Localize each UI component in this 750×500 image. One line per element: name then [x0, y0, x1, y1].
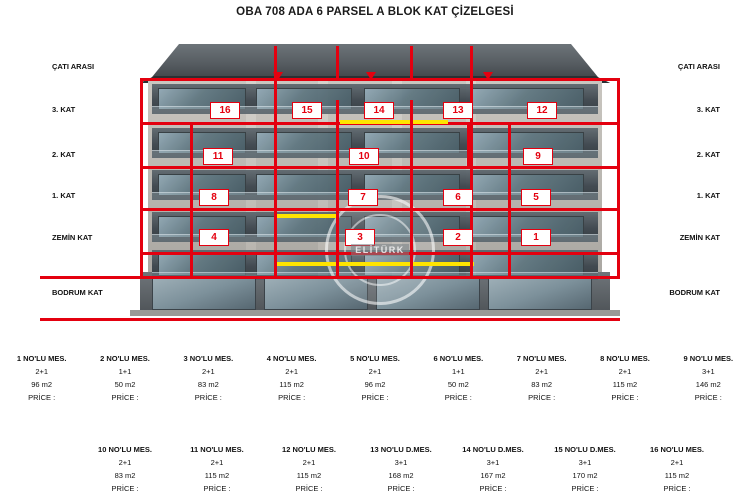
legend-unit-type: 3+1 — [701, 367, 715, 376]
legend-cell[interactable] — [250, 352, 333, 404]
floor-label: ZEMİN KAT — [679, 233, 720, 242]
unit-marker-10[interactable]: 10 — [349, 148, 379, 165]
unit-marker-8[interactable]: 8 — [199, 189, 229, 206]
floor-label: 3. KAT — [696, 105, 720, 114]
legend-cell[interactable] — [631, 443, 723, 495]
unit-marker-9[interactable]: 9 — [523, 148, 553, 165]
legend-unit-area: 170 m2 — [572, 471, 598, 480]
schematic-divider-left — [274, 46, 277, 276]
highlight-strip-mid — [274, 214, 336, 218]
legend-cell[interactable] — [539, 443, 631, 495]
highlight-strip-lower — [274, 262, 474, 266]
legend-unit-area: 50 m2 — [447, 380, 469, 389]
schematic-divider-roof-left — [336, 46, 339, 80]
legend-unit-title: 12 NO'LU MES. — [282, 445, 336, 454]
legend-unit-title: 15 NO'LU D.MES. — [554, 445, 616, 454]
highlight-strip-top — [340, 120, 448, 124]
unit-marker-7[interactable]: 7 — [348, 189, 378, 206]
legend-unit-type: 2+1 — [201, 367, 215, 376]
schematic-divider-far-right — [508, 122, 511, 276]
legend-unit-title: 14 NO'LU D.MES. — [462, 445, 524, 454]
ground-line — [130, 310, 620, 316]
floor-label: 1. KAT — [52, 191, 76, 200]
legend-cell[interactable] — [263, 443, 355, 495]
legend-unit-type: 2+1 — [535, 367, 549, 376]
legend-unit-type: 2+1 — [302, 458, 316, 467]
schematic-line-basement — [40, 276, 620, 279]
legend-unit-area: 146 m2 — [695, 380, 721, 389]
legend-cell[interactable] — [667, 352, 750, 404]
schematic-divider-far-left — [190, 122, 193, 276]
legend-unit-price: PRİCE : — [571, 484, 599, 493]
legend-unit-price: PRİCE : — [194, 393, 222, 402]
schematic-divider-roof-right — [410, 46, 413, 80]
legend-unit-area: 83 m2 — [197, 380, 219, 389]
unit-marker-6[interactable]: 6 — [443, 189, 473, 206]
arrow-down-icon — [483, 72, 493, 80]
watermark-logo — [325, 195, 435, 305]
legend-unit-type: 2+1 — [118, 458, 132, 467]
legend-cell[interactable] — [500, 352, 583, 404]
legend-unit-type: 3+1 — [578, 458, 592, 467]
legend-unit-area: 115 m2 — [664, 471, 690, 480]
legend-unit-price: PRİCE : — [387, 484, 415, 493]
legend-unit-type: 2+1 — [670, 458, 684, 467]
legend-unit-title: 3 NO'LU MES. — [183, 354, 234, 363]
legend-unit-type: 2+1 — [210, 458, 224, 467]
legend-unit-area: 168 m2 — [388, 471, 414, 480]
legend-cell[interactable] — [583, 352, 666, 404]
unit-marker-15[interactable]: 15 — [292, 102, 322, 119]
unit-marker-5[interactable]: 5 — [521, 189, 551, 206]
legend-unit-type: 2+1 — [368, 367, 382, 376]
legend-unit-type: 2+1 — [35, 367, 49, 376]
legend-cell[interactable] — [417, 352, 500, 404]
legend-unit-title: 8 NO'LU MES. — [600, 354, 650, 363]
shopfront — [488, 276, 592, 310]
floor-label: ÇATI ARASI — [677, 62, 720, 71]
legend-cell[interactable] — [83, 352, 166, 404]
watermark-text: ELİTÜRK — [351, 244, 409, 256]
legend-unit-type: 3+1 — [486, 458, 500, 467]
legend-unit-area: 83 m2 — [531, 380, 553, 389]
legend-unit-price: PRİCE : — [528, 393, 556, 402]
unit-marker-11[interactable]: 11 — [203, 148, 233, 165]
legend-unit-area: 115 m2 — [279, 380, 304, 389]
legend-cell[interactable] — [333, 352, 416, 404]
arrow-down-icon — [273, 72, 283, 80]
legend-cell[interactable] — [171, 443, 263, 495]
legend-unit-area: 115 m2 — [204, 471, 230, 480]
schematic-divider-center — [410, 100, 413, 276]
legend-unit-price: PRİCE : — [444, 393, 472, 402]
legend-unit-type: 1+1 — [451, 367, 465, 376]
legend-cell[interactable] — [355, 443, 447, 495]
legend-unit-area: 50 m2 — [114, 380, 136, 389]
schematic-short-divider — [467, 122, 470, 166]
schematic-line-floor2 — [140, 166, 620, 169]
legend-unit-type: 1+1 — [118, 367, 132, 376]
legend-unit-title: 4 NO'LU MES. — [266, 354, 317, 363]
floor-label: 2. KAT — [52, 150, 76, 159]
legend-unit-title: 9 NO'LU MES. — [683, 354, 734, 363]
legend-unit-title: 13 NO'LU D.MES. — [370, 445, 432, 454]
unit-marker-12[interactable]: 12 — [527, 102, 557, 119]
unit-legend-row-2 — [0, 443, 750, 495]
legend-unit-price: PRİCE : — [111, 393, 139, 402]
legend-unit-price: PRİCE : — [28, 393, 56, 402]
legend-unit-type: 2+1 — [618, 367, 632, 376]
legend-unit-area: 167 m2 — [480, 471, 506, 480]
legend-unit-area: 83 m2 — [114, 471, 136, 480]
floor-label: 1. KAT — [696, 191, 720, 200]
legend-cell[interactable] — [79, 443, 171, 495]
legend-unit-area: 115 m2 — [296, 471, 322, 480]
legend-unit-price: PRİCE : — [663, 484, 691, 493]
legend-unit-price: PRİCE : — [111, 484, 139, 493]
legend-cell[interactable] — [167, 352, 250, 404]
floor-label: BODRUM KAT — [52, 288, 103, 297]
legend-unit-title: 7 NO'LU MES. — [516, 354, 567, 363]
legend-unit-price: PRİCE : — [479, 484, 507, 493]
unit-marker-1[interactable]: 1 — [521, 229, 551, 246]
floor-label: BODRUM KAT — [669, 288, 720, 297]
legend-unit-price: PRİCE : — [203, 484, 231, 493]
legend-unit-type: 3+1 — [394, 458, 408, 467]
floor-label: ÇATI ARASI — [52, 62, 95, 71]
arrow-down-icon — [366, 72, 376, 80]
unit-legend-row-1 — [0, 352, 750, 404]
legend-unit-title: 1 NO'LU MES. — [16, 354, 67, 363]
legend-cell[interactable] — [0, 352, 83, 404]
legend-unit-title: 2 NO'LU MES. — [100, 354, 150, 363]
schematic-edge-left — [140, 78, 143, 276]
legend-unit-price: PRİCE : — [295, 484, 323, 493]
unit-marker-14[interactable]: 14 — [364, 102, 394, 119]
schematic-divider-center-left — [336, 100, 339, 276]
unit-marker-13[interactable]: 13 — [443, 102, 473, 119]
floor-label: 3. KAT — [52, 105, 76, 114]
page-title: OBA 708 ADA 6 PARSEL A BLOK KAT ÇİZELGESİ — [236, 6, 514, 18]
legend-unit-price: PRİCE : — [278, 393, 306, 402]
legend-unit-area: 96 m2 — [31, 380, 53, 389]
schematic-line-attic — [140, 78, 620, 81]
legend-unit-area: 96 m2 — [364, 380, 386, 389]
legend-unit-title: 5 NO'LU MES. — [350, 354, 400, 363]
floor-label: 2. KAT — [696, 150, 720, 159]
legend-unit-title: 6 NO'LU MES. — [433, 354, 484, 363]
schematic-line-bottom — [40, 318, 620, 321]
legend-unit-price: PRİCE : — [361, 393, 389, 402]
legend-unit-title: 11 NO'LU MES. — [190, 445, 244, 454]
legend-unit-title: 10 NO'LU MES. — [98, 445, 152, 454]
schematic-edge-right — [617, 78, 620, 276]
unit-marker-16[interactable]: 16 — [210, 102, 240, 119]
unit-marker-2[interactable]: 2 — [443, 229, 473, 246]
legend-cell[interactable] — [447, 443, 539, 495]
shopfront — [152, 276, 256, 310]
schematic-line-floor1 — [140, 208, 620, 211]
legend-unit-title: 16 NO'LU MES. — [650, 445, 704, 454]
unit-marker-4[interactable]: 4 — [199, 229, 229, 246]
floor-label: ZEMİN KAT — [52, 233, 93, 242]
legend-unit-price: PRİCE : — [611, 393, 639, 402]
legend-unit-price: PRİCE : — [694, 393, 722, 402]
unit-marker-3[interactable]: 3 — [345, 229, 375, 246]
legend-unit-area: 115 m2 — [612, 380, 638, 389]
legend-unit-type: 2+1 — [285, 367, 299, 376]
